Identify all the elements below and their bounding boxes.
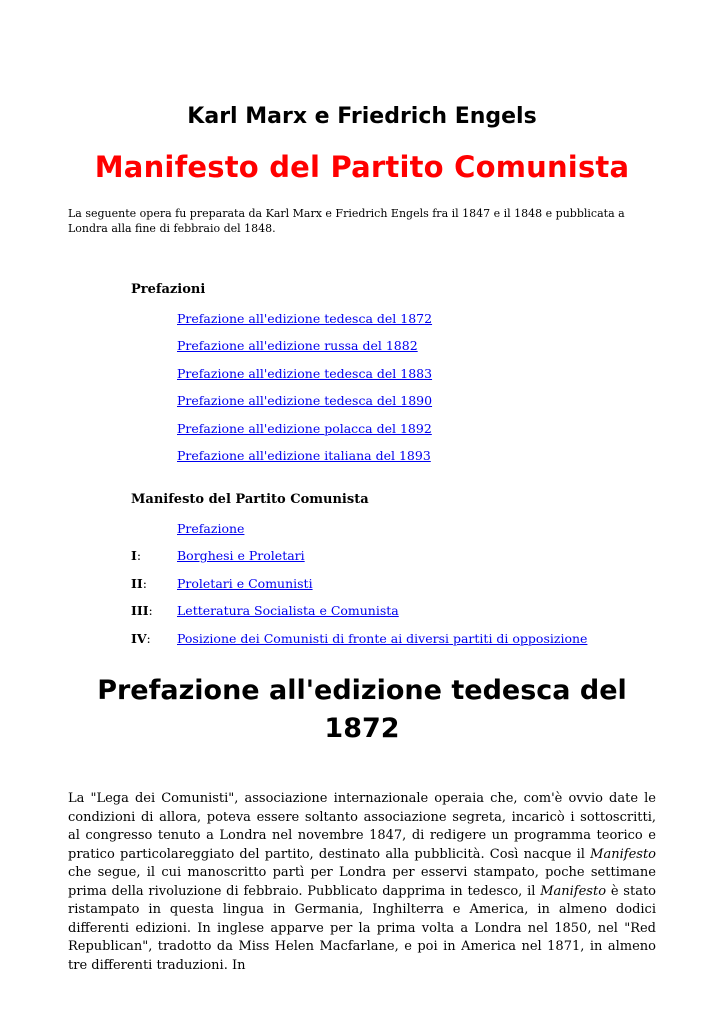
body-text-part-3: è stato ristampato in questa lingua in Germania, Inghilterra e America, in almeno dodici differenti edizioni. In inglese apparve per la prima volta a Londra nel 1850, nel "Red Republican", tradotto da Miss Helen Macfarlane, e poi in America nel 1871, in almeno tre differenti traduzioni. In <box>68 883 656 973</box>
toc-link-chapter-3[interactable]: Letteratura Socialista e Comunista <box>177 603 399 618</box>
chapter-number <box>131 548 141 563</box>
chapter-number <box>131 603 153 618</box>
toc-link-prefazione[interactable]: Prefazione <box>177 521 245 536</box>
toc-link-preface-1892[interactable]: Prefazione all'edizione polacca del 1892 <box>177 421 432 436</box>
chapter-numeral: I <box>131 548 137 563</box>
document-title: Manifesto del Partito Comunista <box>94 150 630 184</box>
body-text-part-2: che segue, il cui manoscritto partì per Londra per esservi stampato, poche settimane prima della rivoluzione di febbraio. Pubblicato dapprima in tedesco, il <box>68 865 656 899</box>
section-heading <box>0 672 724 748</box>
body-paragraph <box>68 790 656 975</box>
prefaces-heading: Prefazioni <box>131 282 206 297</box>
toc-link-preface-1883[interactable]: Prefazione all'edizione tedesca del 1883 <box>177 366 433 381</box>
chapter-numeral: IV <box>131 631 147 646</box>
chapter-numeral: III <box>131 603 149 618</box>
toc-link-preface-1882[interactable]: Prefazione all'edizione russa del 1882 <box>177 338 418 353</box>
toc-link-chapter-2[interactable]: Proletari e Comunisti <box>177 576 313 591</box>
chapter-separator: : <box>146 631 151 646</box>
body-emphasis-manifesto: Manifesto <box>590 846 656 862</box>
chapter-separator: : <box>136 548 142 563</box>
body-text-part-1: La "Lega dei Comunisti", associazione internazionale operaia che, com'è ovvio date le condizioni di allora, poteva essere soltanto associazione segreta, incaricò i sottoscritti, al congresso tenuto a Londra nel novembre 1847, di redigere un programma teorico e pratico particolareggiato del partito, destinato alla pubblicità. Così nacque il <box>68 791 656 862</box>
chapter-number <box>131 631 151 646</box>
chapter-number <box>131 576 147 591</box>
chapter-separator: : <box>142 576 147 591</box>
chapter-separator: : <box>148 603 153 618</box>
body-emphasis-manifesto: Manifesto <box>540 883 607 899</box>
toc-link-preface-1872[interactable]: Prefazione all'edizione tedesca del 1872 <box>177 311 433 326</box>
toc-link-preface-1890[interactable]: Prefazione all'edizione tedesca del 1890 <box>177 393 433 408</box>
manifesto-heading: Manifesto del Partito Comunista <box>131 492 369 507</box>
section-heading-line-2: 1872 <box>324 713 400 744</box>
authors-heading: Karl Marx e Friedrich Engels <box>187 104 537 129</box>
toc-link-preface-1893[interactable]: Prefazione all'edizione italiana del 1893 <box>177 448 431 463</box>
toc-link-chapter-4[interactable]: Posizione dei Comunisti di fronte ai diversi partiti di opposizione <box>177 631 588 646</box>
chapter-numeral: II <box>131 576 143 591</box>
intro-paragraph: La seguente opera fu preparata da Karl Marx e Friedrich Engels fra il 1847 e il 1848 e pubblicata a Londra alla fine di febbraio del 1848. <box>68 207 625 235</box>
section-heading-line-1: Prefazione all'edizione tedesca del <box>97 675 627 706</box>
toc-link-chapter-1[interactable]: Borghesi e Proletari <box>177 548 305 563</box>
